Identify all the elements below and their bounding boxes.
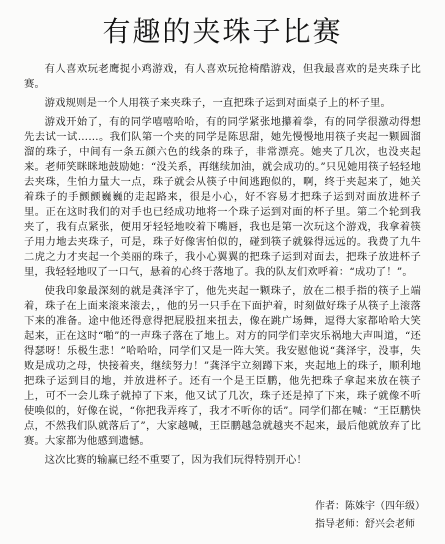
page-title: 有趣的夹珠子比赛 [102,15,343,48]
author-info [315,498,425,534]
teacher-line: 指导老师：舒兴会老师 [315,519,415,530]
paragraph-memorable-moments: 使我印象最深刻的就是龚泽宇了，他先夹起一颗珠子，放在二根手指的筷子上端着，珠子在上面来滚来滚去，，他的另一只手在下面护着，时刻做好珠子从筷子上滚落下来的准备。途中他还得意得把屁股扭来扭去，像在跳广场舞，逗得大家都哈哈大笑起来，正在这时“啪”的一声珠子落在了地上。对方的同学们幸灾乐祸地大声叫道，“还得瑟呀！乐极生悲！”哈哈哈，同学们又是一阵大笑。我安慰他说“龚泽宇，没事，失败是成功之母，快接着夹，继续努力！”龚泽宇立刻蹲下来，夹起地上的珠子，顺利地把珠子运到目的地，并放进杯子。还有一个是王臣鹏，他先把珠子拿起来放在筷子上，可不一会儿珠子就掉了下来，他又试了几次，珠子还是掉了下来，珠子就像不听使唤似的，好像在说，“你把我弄疼了，我才不听你的话”。同学们都在喊：“王臣鹏快点，不然我们队就落后了”，大家越喊，王臣鹏越急就越夹不起来，最后他就放弃了比赛。大家都为他感到遗憾。 [24,285,421,447]
essay-body [24,62,421,468]
paragraph-conclusion: 这次比赛的输赢已经不重要了，因为我们玩得特别开心！ [44,454,308,466]
paragraph-game-start: 游戏开始了，有的同学嘻嘻哈哈，有的同学紧张地攥着拳，有的同学很激动得想先去试一试……。我们队第一个夹的同学是陈思甜，她先慢慢地用筷子夹起一颗圆溜溜的珠子，中间有一条五颜六色的线条的珠子，非常漂亮。她夹了几次，也没夹起来。老师笑眯眯地鼓励她：“没关系，再继续加油，就会成功的。”只见她用筷子轻轻地去夹珠，生怕力量大一点，珠子就会从筷子中间逃跑似的，啊，终于夹起来了，她关着珠子的手颤颤巍巍的走起路来，很是小心，好不容易才把珠子运到对面放进杯子里。正在这时我们的对手也已经成功地将一个珠子运到对面的杯子里。第二个轮到我夹了，我有点紧张，便用牙轻轻地咬着下嘴唇，我也是第一次玩这个游戏，我拿着筷子用力地去夹珠子，可是，珠子好像害怕似的，碰到筷子就躲得远远的。我费了九牛二虎之力才夹起一个美丽的珠子，我小心翼翼的把珠子运到对面去，把珠子放进杯子里，我轻轻地叹了一口气，悬着的心终于落地了。我的队友们欢呼着：“成功了！”。 [24,116,421,278]
paragraph-rules: 游戏规则是一个人用筷子来夹珠子，一直把珠子运到对面桌子上的杯子里。 [44,97,391,109]
author-line: 作者：陈姝宇（四年级） [315,501,425,512]
paragraph-intro: 有人喜欢玩老鹰捉小鸡游戏，有人喜欢玩抢椅酷游戏，但我最喜欢的是夹珠子比赛。 [24,63,421,90]
